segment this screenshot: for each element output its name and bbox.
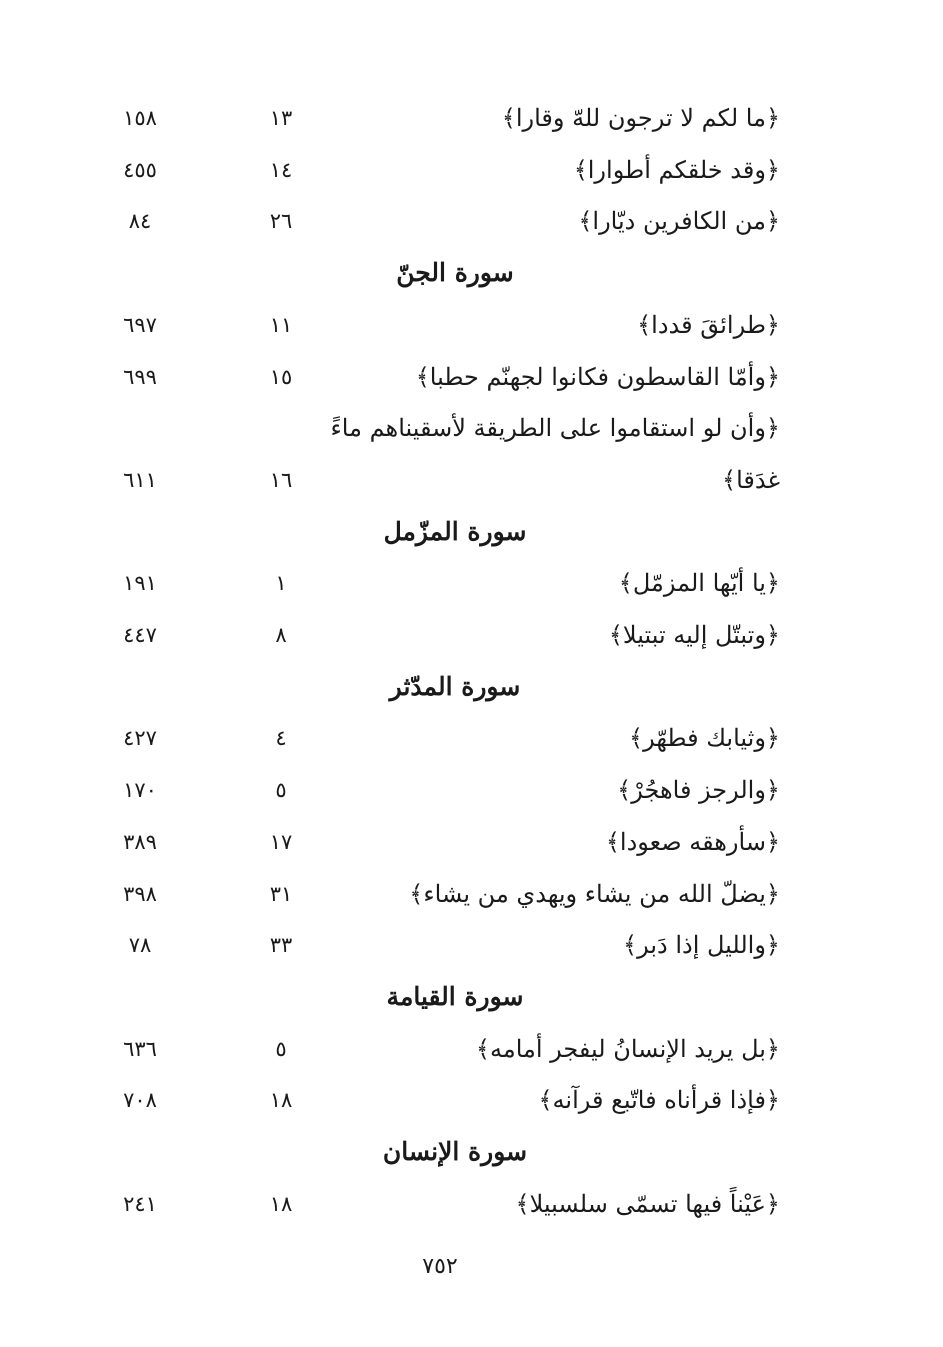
- index-row: [0, 770, 943, 810]
- index-row: [0, 201, 943, 241]
- page-reference: ٦٣٦: [123, 1037, 157, 1061]
- verse-text: ﴿ما لكم لا ترجون للهّ وقارا﴾: [501, 104, 780, 132]
- ayah-number: ٥: [275, 1037, 287, 1061]
- index-row: [0, 357, 943, 397]
- page-reference: ٤٤٧: [123, 623, 157, 647]
- index-row: [0, 1184, 943, 1224]
- index-row: [0, 874, 943, 914]
- page-reference: ٣٩٨: [123, 882, 157, 906]
- page-number: ٧٥٢: [422, 1254, 458, 1279]
- ayah-number: ١١: [269, 313, 293, 337]
- verse-text: ﴿من الكافرين ديّارا﴾: [578, 207, 780, 235]
- page-reference: ٤٢٧: [123, 726, 157, 750]
- ayah-number: ١٨: [269, 1088, 293, 1112]
- verse-text: ﴿والليل إذا دَبر﴾: [623, 931, 780, 959]
- verse-text: ﴿سأرهقه صعودا﴾: [605, 828, 780, 856]
- verse-text: ﴿فإذا قرأناه فاتّبع قرآنه﴾: [538, 1086, 780, 1114]
- page-reference: ٨٤: [128, 209, 152, 233]
- verse-text: ﴿وثيابك فطهّر﴾: [629, 724, 780, 752]
- verse-text: غدَقا﴾: [722, 466, 780, 494]
- ayah-number: ١: [275, 571, 287, 595]
- verse-text: ﴿بل يريد الإنسانُ ليفجر أمامه﴾: [475, 1035, 780, 1063]
- ayah-number: ١٤: [269, 158, 293, 182]
- page-reference: ٢٤١: [123, 1192, 157, 1216]
- page-reference: ٧٠٨: [123, 1088, 157, 1112]
- page-reference: ٦٩٩: [123, 365, 157, 389]
- ayah-number: ٣٣: [269, 933, 293, 957]
- ayah-number: ١٥: [269, 365, 293, 389]
- index-row: [0, 460, 943, 500]
- ayah-number: ١٨: [269, 1192, 293, 1216]
- verse-text: ﴿وأمّا القاسطون فكانوا لجهنّم حطبا﴾: [415, 363, 780, 391]
- page-reference: ١٩١: [123, 571, 157, 595]
- verse-text: ﴿وقد خلقكم أطوارا﴾: [573, 156, 780, 184]
- page-reference: ٦١١: [123, 468, 157, 492]
- verse-text: ﴿وأن لو استقاموا على الطريقة لأسقيناهم ماءً: [330, 414, 780, 442]
- verse-text: ﴿وتبتّل إليه تبتيلا﴾: [608, 621, 780, 649]
- ayah-number: ١٧: [269, 830, 293, 854]
- page-reference: ١٥٨: [123, 106, 157, 130]
- ayah-number: ٥: [275, 778, 287, 802]
- ayah-number: ٨: [275, 623, 287, 647]
- ayah-number: ٣١: [269, 882, 293, 906]
- verse-text: ﴿يضلّ الله من يشاء ويهدي من يشاء﴾: [409, 880, 780, 908]
- surah-title: سورة المدّثر: [389, 672, 521, 701]
- ayah-number: ١٣: [269, 106, 293, 130]
- page-reference: ٣٨٩: [123, 830, 157, 854]
- ayah-number: ٤: [275, 726, 287, 750]
- index-row: [0, 563, 943, 603]
- page-reference: ٦٩٧: [123, 313, 157, 337]
- surah-title: سورة المزّمل: [383, 517, 527, 546]
- index-row: [0, 305, 943, 345]
- page-reference: ٤٥٥: [123, 158, 157, 182]
- verse-text: ﴿عَيْناً فيها تسمّى سلسبيلا﴾: [515, 1190, 780, 1218]
- index-row: [0, 1080, 943, 1120]
- index-row: [0, 718, 943, 758]
- ayah-number: ٢٦: [269, 209, 293, 233]
- surah-title: سورة الجنّ: [396, 258, 514, 287]
- page-reference: ٧٨: [128, 933, 152, 957]
- verse-text: ﴿يا أيّها المزمّل﴾: [618, 569, 780, 597]
- surah-title: سورة الإنسان: [382, 1137, 528, 1166]
- index-row: [0, 98, 943, 138]
- surah-title: سورة القيامة: [386, 982, 524, 1011]
- index-row: [0, 408, 943, 448]
- verse-text: ﴿طرائقَ قددا﴾: [637, 311, 780, 339]
- index-row: [0, 822, 943, 862]
- ayah-number: ١٦: [269, 468, 293, 492]
- verse-text: ﴿والرجز فاهجُرْ﴾: [617, 776, 780, 804]
- page-reference: ١٧٠: [123, 778, 157, 802]
- index-row: [0, 150, 943, 190]
- index-row: [0, 615, 943, 655]
- index-row: [0, 1029, 943, 1069]
- index-row: [0, 925, 943, 965]
